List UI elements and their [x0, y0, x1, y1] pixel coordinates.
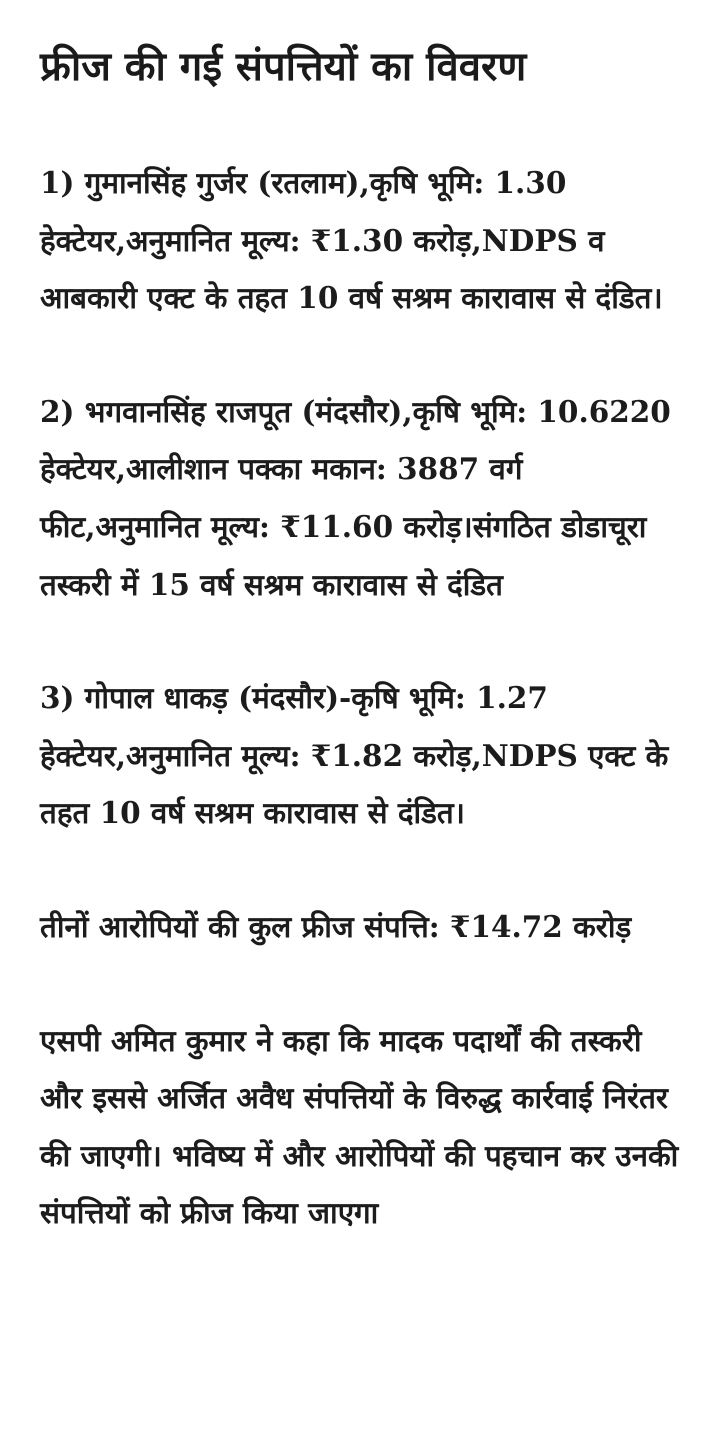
accused-2-paragraph: 2) भगवानसिंह राजपूत (मंदसौर),कृषि भूमि: 10.6220 हेक्टेयर,आलीशान पक्का मकान: 3887 वर्ग फीट,अनुमानित मूल्य: ₹11.60 करोड़।संगठित डोडाचूरा तस्करी में 15 वर्ष सश्रम कारावास से दंडित [40, 393, 671, 602]
article-title: फ्रीज की गई संपत्तियों का विवरण [40, 44, 527, 90]
accused-3-paragraph: 3) गोपाल धाकड़ (मंदसौर)-कृषि भूमि: 1.27 हेक्टेयर,अनुमानित मूल्य: ₹1.82 करोड़,NDPS एक्ट के तहत 10 वर्ष सश्रम कारावास से दंडित। [40, 680, 669, 831]
total-frozen-assets-paragraph: तीनों आरोपियों की कुल फ्रीज संपत्ति: ₹14.72 करोड़ [40, 908, 632, 944]
sp-statement-paragraph: एसपी अमित कुमार ने कहा कि मादक पदार्थों की तस्करी और इससे अर्जित अवैध संपत्तियों के विरुद्ध कार्रवाई निरंतर की जाएगी। भविष्य में और आरोपियों की पहचान कर उनकी संपत्तियों को फ्रीज किया जाएगा [40, 1022, 679, 1231]
accused-1-paragraph: 1) गुमानसिंह गुर्जर (रतलाम),कृषि भूमि: 1.30 हेक्टेयर,अनुमानित मूल्य: ₹1.30 करोड़,NDPS व आबकारी एक्ट के तहत 10 वर्ष सश्रम कारावास से दंडित। [40, 165, 663, 316]
